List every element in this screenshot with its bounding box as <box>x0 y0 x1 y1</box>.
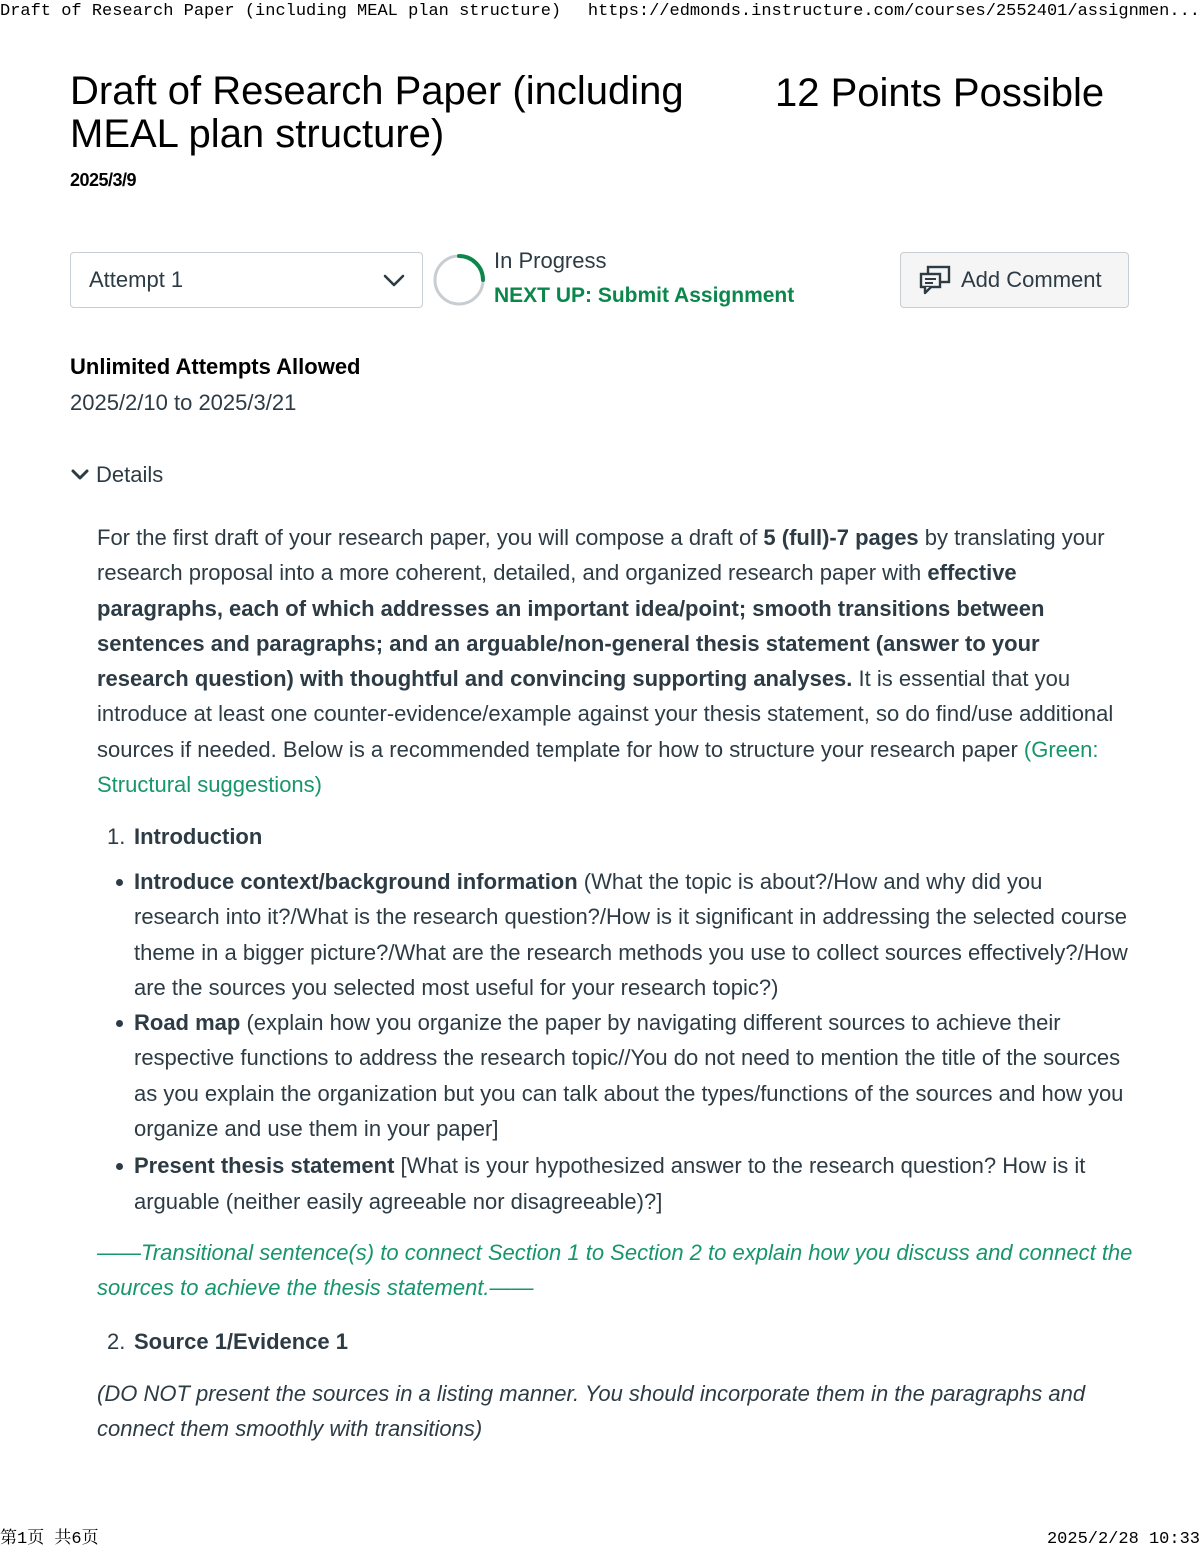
bullet-bold: Introduce context/background information <box>134 869 578 894</box>
section-title: Source 1/Evidence 1 <box>134 1329 348 1354</box>
intro-bold-1: 5 (full)-7 pages <box>763 525 919 550</box>
intro-text-3: It is essential that you introduce at least one counter-evidence/example against your thesis statement, so do find/use additional sources if needed. Below is a recommended template for how to structure your research paper <box>97 666 1114 762</box>
print-datetime: 2025/2/28 10:33 <box>1046 1530 1200 1549</box>
page-number: 第1页 共6页 <box>0 1530 99 1549</box>
section-number: 2. <box>107 1329 126 1354</box>
bullet-text: [What is your hypothesized answer to the research question? How is it arguable (neither easily agreeable nor disagreeable)?] <box>134 1153 1086 1214</box>
next-up-link[interactable]: NEXT UP: Submit Assignment <box>494 284 795 307</box>
intro-text-2: by translating your research proposal into a more coherent, detailed, and organized research paper with <box>97 525 1105 586</box>
bullet-bold: Road map <box>134 1010 241 1036</box>
print-header <box>0 0 1200 24</box>
due-date: 2025/3/9 <box>70 170 137 190</box>
list-item <box>134 1148 1134 1219</box>
add-comment-button[interactable] <box>900 252 1129 308</box>
print-page-url: https://edmonds.instructure.com/courses/2552401/assignmen... <box>587 2 1200 21</box>
chevron-down-icon <box>382 269 406 293</box>
bullet-text: (What the topic is about?/How and why did you research into it?/What is the research question?/How is it significant in addressing the selected course theme in a bigger picture?/What are the research methods you use to collect sources effectively?/How are the sources you selected most useful for your research topic?) <box>134 869 1128 1000</box>
points-possible: 12 Points Possible <box>775 71 1105 115</box>
intro-green-note: (Green: Structural suggestions) <box>97 736 1099 798</box>
attempt-select[interactable] <box>70 252 423 308</box>
intro-text-1: For the first draft of your research paper, you will compose a draft of <box>97 525 764 550</box>
comment-icon <box>919 265 951 295</box>
details-intro <box>97 520 1137 802</box>
chevron-down-icon <box>70 465 90 485</box>
add-comment-label: Add Comment <box>961 267 1102 292</box>
print-page-title: Draft of Research Paper (including MEAL plan structure) <box>0 2 562 21</box>
attempt-select-value: Attempt 1 <box>89 267 184 292</box>
attempts-allowed: Unlimited Attempts Allowed <box>70 354 361 379</box>
list-item <box>134 1005 1134 1146</box>
assignment-title: Draft of Research Paper (including MEAL plan structure) <box>70 69 684 156</box>
list-item <box>134 864 1134 1005</box>
listing-note: (DO NOT present the sources in a listing manner. You should incorporate them in the paragraphs and connect them smoothly with transitions) <box>97 1381 1086 1442</box>
transition-note: ——Transitional sentence(s) to connect Section 1 to Section 2 to explain how you discuss and connect the sources to achieve the thesis statement.—— <box>97 1240 1133 1301</box>
details-toggle[interactable] <box>70 462 163 488</box>
availability-range: 2025/2/10 to 2025/3/21 <box>70 390 297 415</box>
bullet-text: (explain how you organize the paper by navigating different sources to achieve their respective functions to address the research topic//You do not need to mention the title of the sources as you explain the organization but you can talk about the types/functions of the sources and how you organize and use them in your paper] <box>134 1010 1124 1142</box>
status-label: In Progress <box>494 248 607 273</box>
section-number: 1. <box>107 824 126 849</box>
section-title: Introduction <box>134 824 263 849</box>
progress-ring-icon <box>432 253 486 307</box>
details-toggle-label: Details <box>96 462 164 487</box>
print-footer <box>0 1527 1200 1553</box>
intro-bold-2: effective paragraphs, each of which addresses an important idea/point; smooth transitions between sentences and paragraphs; and an arguable/non-general thesis statement (answer to your research question) with thoughtful and convincing supporting analyses. <box>97 560 1045 692</box>
intro-paragraph <box>97 520 1137 802</box>
section-bullets <box>134 864 1134 1219</box>
bullet-bold: Present thesis statement <box>134 1153 395 1179</box>
